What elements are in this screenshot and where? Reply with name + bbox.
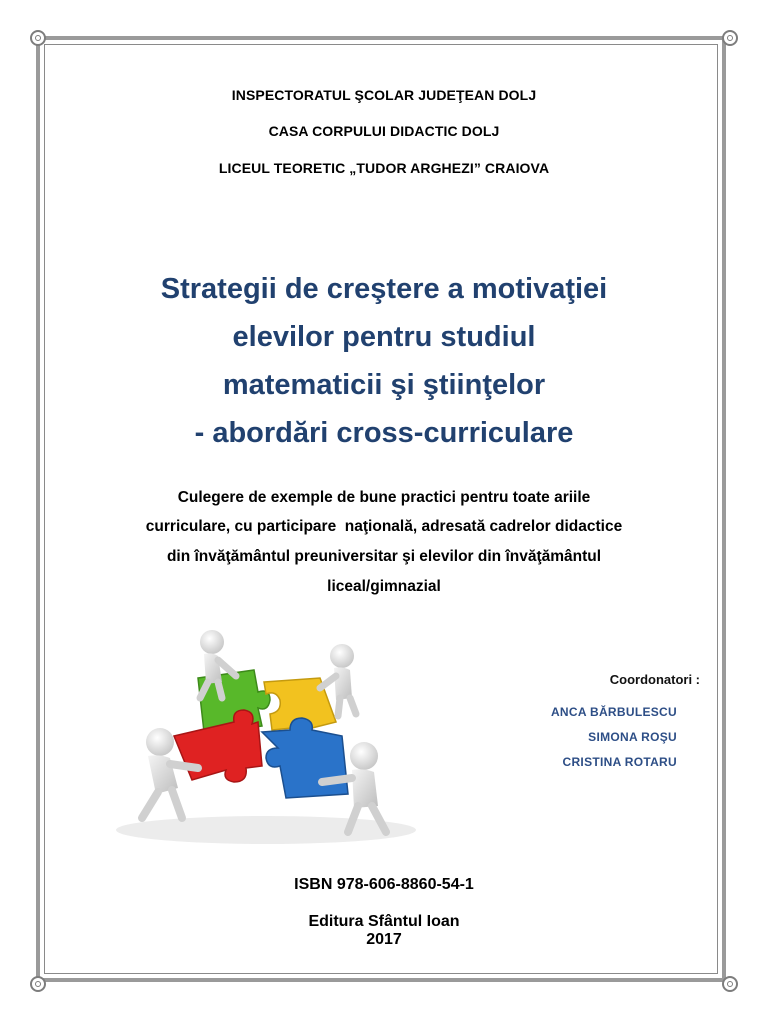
publisher: Editura Sfântul Ioan — [308, 913, 460, 930]
subtitle-line-4: liceal/gimnazial — [327, 578, 441, 595]
institution-teachers-house: CASA CORPULUI DIDACTIC DOLJ — [268, 123, 500, 139]
corner-ornament-bottom-right — [722, 976, 738, 992]
title-line-3: matematicii şi ştiinţelor — [222, 369, 546, 401]
institution-inspectorate: INSPECTORATUL ŞCOLAR JUDEŢEAN DOLJ — [231, 87, 537, 103]
coordinator-name: SIMONA ROŞU — [588, 730, 677, 744]
subtitle-line-2: curriculare, cu participare naţională, adresată cadrelor didactice — [145, 518, 623, 535]
subtitle-line-1: Culegere de exemple de bune practici pentru toate ariile — [177, 489, 591, 506]
isbn: ISBN 978-606-8860-54-1 — [294, 876, 474, 893]
corner-ornament-top-left — [30, 30, 46, 46]
puzzle-people-illustration — [86, 618, 446, 850]
ground-shadow — [116, 816, 416, 844]
corner-ornament-bottom-left — [30, 976, 46, 992]
title-line-2: elevilor pentru studiul — [232, 321, 536, 353]
corner-ornament-top-right — [722, 30, 738, 46]
coordinators-label: Coordonatori : — [609, 672, 700, 687]
publication-year: 2017 — [366, 931, 402, 948]
coordinator-name: CRISTINA ROTARU — [562, 755, 677, 769]
institution-high-school: LICEUL TEORETIC „TUDOR ARGHEZI” CRAIOVA — [218, 160, 550, 176]
coordinator-name: ANCA BĂRBULESCU — [550, 705, 677, 719]
title-line-1: Strategii de creştere a motivaţiei — [160, 273, 608, 305]
title-line-4: - abordări cross-curriculare — [194, 417, 574, 449]
subtitle-line-3: din învăţământul preuniversitar şi elevilor din învăţământul — [166, 548, 602, 565]
